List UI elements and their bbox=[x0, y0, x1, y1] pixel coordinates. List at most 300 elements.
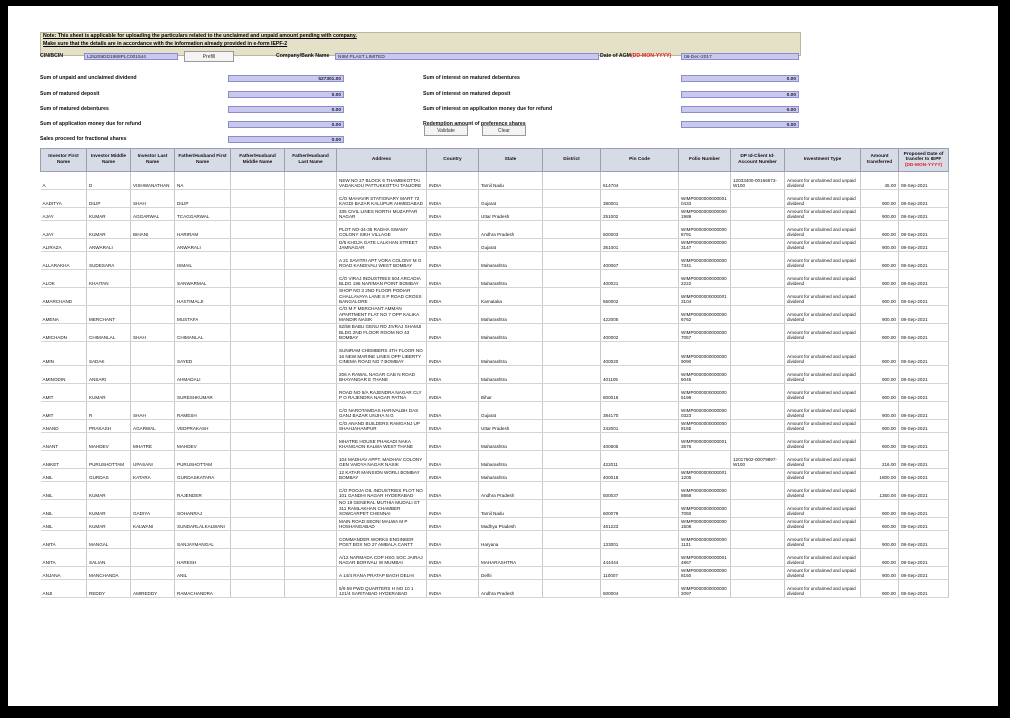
cell-date[interactable]: 08-Sep-2021 bbox=[899, 239, 949, 252]
cell-flast[interactable] bbox=[285, 288, 337, 306]
cell-type[interactable]: Amount for unclaimed and unpaid dividend bbox=[785, 239, 861, 252]
cell-country[interactable]: INDIA bbox=[427, 531, 479, 549]
cell-ffirst[interactable]: SUNDARLALKALWANI bbox=[175, 518, 231, 531]
cell-folio[interactable]: WIMP0000000000000 8150 bbox=[679, 567, 731, 580]
cell-last[interactable] bbox=[131, 531, 175, 549]
cell-flast[interactable] bbox=[285, 451, 337, 469]
cell-amount[interactable]: 900.00 bbox=[861, 306, 899, 324]
cell-ffirst[interactable]: RAMESH bbox=[175, 402, 231, 420]
cell-first[interactable]: A bbox=[41, 172, 87, 190]
cell-pin[interactable]: 600079 bbox=[601, 500, 679, 518]
cell-district[interactable] bbox=[543, 500, 601, 518]
cell-middle[interactable]: MERCHANT bbox=[87, 306, 131, 324]
cell-middle[interactable]: KUMAR bbox=[87, 384, 131, 402]
cell-dp[interactable] bbox=[731, 580, 785, 598]
cell-last[interactable]: SHAH bbox=[131, 324, 175, 342]
cell-middle[interactable]: KUMAR bbox=[87, 221, 131, 239]
cell-middle[interactable]: MAHDEV bbox=[87, 433, 131, 451]
cell-last[interactable]: VISHWANATHAN bbox=[131, 172, 175, 190]
cell-address[interactable]: D/5 KHOJA GATE LALKHAN STREET JAMNAGAR bbox=[337, 239, 427, 252]
cell-amount[interactable]: 900.00 bbox=[861, 270, 899, 288]
cell-flast[interactable] bbox=[285, 567, 337, 580]
cell-type[interactable]: Amount for unclaimed and unpaid dividend bbox=[785, 451, 861, 469]
cell-dp[interactable] bbox=[731, 221, 785, 239]
cell-fmiddle[interactable] bbox=[231, 208, 285, 221]
cell-flast[interactable] bbox=[285, 402, 337, 420]
cell-type[interactable]: Amount for unclaimed and unpaid dividend bbox=[785, 270, 861, 288]
cell-flast[interactable] bbox=[285, 342, 337, 366]
cell-country[interactable]: INDIA bbox=[427, 402, 479, 420]
cell-type[interactable]: Amount for unclaimed and unpaid dividend bbox=[785, 366, 861, 384]
cell-pin[interactable]: 444444 bbox=[601, 549, 679, 567]
cell-state[interactable]: Andhra Pradesh bbox=[479, 482, 543, 500]
cell-amount[interactable]: 900.00 bbox=[861, 239, 899, 252]
cell-fmiddle[interactable] bbox=[231, 270, 285, 288]
cell-middle[interactable]: R bbox=[87, 402, 131, 420]
cell-state[interactable]: Madhya Pradesh bbox=[479, 518, 543, 531]
cell-middle[interactable]: PURUSHOTTAM bbox=[87, 451, 131, 469]
cell-state[interactable]: Gujarat bbox=[479, 239, 543, 252]
cell-folio[interactable]: WIMP0000000000000 6045 bbox=[679, 366, 731, 384]
cell-country[interactable]: INDIA bbox=[427, 342, 479, 366]
summary-left-value[interactable]: 0.00 bbox=[228, 136, 344, 143]
cell-amount[interactable]: 900.00 bbox=[861, 288, 899, 306]
cell-type[interactable]: Amount for unclaimed and unpaid dividend bbox=[785, 221, 861, 239]
cell-district[interactable] bbox=[543, 342, 601, 366]
cell-middle[interactable]: KUMAR bbox=[87, 208, 131, 221]
cell-type[interactable]: Amount for unclaimed and unpaid dividend bbox=[785, 531, 861, 549]
cell-ffirst[interactable]: SANWARMAL bbox=[175, 270, 231, 288]
cell-fmiddle[interactable] bbox=[231, 433, 285, 451]
cell-dp[interactable] bbox=[731, 567, 785, 580]
cell-ffirst[interactable]: MUSTAFA bbox=[175, 306, 231, 324]
cell-type[interactable]: Amount for unclaimed and unpaid dividend bbox=[785, 324, 861, 342]
cell-middle[interactable]: KUMAR bbox=[87, 518, 131, 531]
cell-type[interactable]: Amount for unclaimed and unpaid dividend bbox=[785, 208, 861, 221]
cell-pin[interactable]: 500004 bbox=[601, 580, 679, 598]
cell-country[interactable]: INDIA bbox=[427, 384, 479, 402]
cell-flast[interactable] bbox=[285, 270, 337, 288]
cell-first[interactable]: AJAY bbox=[41, 221, 87, 239]
cell-first[interactable]: ANJANA bbox=[41, 567, 87, 580]
cell-middle[interactable]: SUDESARA bbox=[87, 252, 131, 270]
cell-address[interactable]: 206 A RAWAL NAGAR CAB N ROAD BHAYANDAR E THANE bbox=[337, 366, 427, 384]
cell-pin[interactable]: 500003 bbox=[601, 221, 679, 239]
cell-fmiddle[interactable] bbox=[231, 567, 285, 580]
cell-district[interactable] bbox=[543, 451, 601, 469]
cell-last[interactable]: KATARA bbox=[131, 469, 175, 482]
cell-middle[interactable]: KUMAR bbox=[87, 500, 131, 518]
cell-country[interactable]: INDIA bbox=[427, 324, 479, 342]
cell-district[interactable] bbox=[543, 469, 601, 482]
cell-last[interactable] bbox=[131, 306, 175, 324]
summary-left-value[interactable]: 0.00 bbox=[228, 91, 344, 98]
cell-state[interactable]: Delhi bbox=[479, 567, 543, 580]
cell-folio[interactable]: WIMP0000000000000 2222 bbox=[679, 270, 731, 288]
cell-district[interactable] bbox=[543, 208, 601, 221]
cell-pin[interactable]: 560002 bbox=[601, 288, 679, 306]
cell-dp[interactable] bbox=[731, 324, 785, 342]
cell-amount[interactable]: 900.00 bbox=[861, 518, 899, 531]
cell-dp[interactable] bbox=[731, 482, 785, 500]
cell-date[interactable]: 08-Sep-2021 bbox=[899, 190, 949, 208]
cell-amount[interactable]: 1800.00 bbox=[861, 469, 899, 482]
cell-dp[interactable]: 12017502-00079897-W100 bbox=[731, 451, 785, 469]
cell-first[interactable]: ANIL bbox=[41, 482, 87, 500]
cell-last[interactable] bbox=[131, 366, 175, 384]
cell-date[interactable]: 08-Sep-2021 bbox=[899, 402, 949, 420]
cell-first[interactable]: AMINODIN bbox=[41, 366, 87, 384]
cell-ffirst[interactable]: HASTIMALJI bbox=[175, 288, 231, 306]
cell-date[interactable]: 08-Sep-2021 bbox=[899, 567, 949, 580]
summary-left-value[interactable]: 527301.00 bbox=[228, 75, 344, 82]
cell-last[interactable]: BIHANI bbox=[131, 221, 175, 239]
cell-date[interactable]: 08-Sep-2021 bbox=[899, 366, 949, 384]
cell-country[interactable]: INDIA bbox=[427, 221, 479, 239]
cell-district[interactable] bbox=[543, 567, 601, 580]
cell-last[interactable] bbox=[131, 239, 175, 252]
cell-date[interactable]: 08-Sep-2021 bbox=[899, 531, 949, 549]
cell-district[interactable] bbox=[543, 531, 601, 549]
cell-dp[interactable] bbox=[731, 531, 785, 549]
cell-flast[interactable] bbox=[285, 433, 337, 451]
cell-state[interactable]: Uttar Pradesh bbox=[479, 420, 543, 433]
cell-pin[interactable]: 400018 bbox=[601, 469, 679, 482]
cell-ffirst[interactable]: NA bbox=[175, 172, 231, 190]
cell-middle[interactable]: SALIAN bbox=[87, 549, 131, 567]
cell-dp[interactable] bbox=[731, 518, 785, 531]
cell-pin[interactable]: 133001 bbox=[601, 531, 679, 549]
cell-dp[interactable] bbox=[731, 190, 785, 208]
cell-ffirst[interactable]: HARIRAM bbox=[175, 221, 231, 239]
cell-district[interactable] bbox=[543, 221, 601, 239]
cell-dp[interactable] bbox=[731, 469, 785, 482]
cell-fmiddle[interactable] bbox=[231, 402, 285, 420]
cell-date[interactable]: 08-Sep-2021 bbox=[899, 288, 949, 306]
cell-amount[interactable]: 900.00 bbox=[861, 342, 899, 366]
cell-date[interactable]: 08-Sep-2021 bbox=[899, 580, 949, 598]
cell-type[interactable]: Amount for unclaimed and unpaid dividend bbox=[785, 190, 861, 208]
cell-address[interactable]: MHATRE HOUSE PHAKADI NAKA KHANGAON KALWA WEST THANE bbox=[337, 433, 427, 451]
cell-flast[interactable] bbox=[285, 252, 337, 270]
cell-middle[interactable]: REDDY bbox=[87, 580, 131, 598]
cell-folio[interactable]: WIMP0000000000000 1508 bbox=[679, 518, 731, 531]
clear-button[interactable]: Clear bbox=[482, 125, 526, 136]
cell-flast[interactable] bbox=[285, 482, 337, 500]
cell-district[interactable] bbox=[543, 252, 601, 270]
cell-first[interactable]: ANIKET bbox=[41, 451, 87, 469]
cell-ffirst[interactable]: ANWARALI bbox=[175, 239, 231, 252]
cell-last[interactable] bbox=[131, 270, 175, 288]
cell-dp[interactable] bbox=[731, 549, 785, 567]
cell-folio[interactable] bbox=[679, 451, 731, 469]
cell-last[interactable] bbox=[131, 482, 175, 500]
cell-address[interactable]: MAIN ROAD SEONI MALWA M P HOSHANGABAD bbox=[337, 518, 427, 531]
cell-type[interactable]: Amount for unclaimed and unpaid dividend bbox=[785, 306, 861, 324]
cell-country[interactable]: INDIA bbox=[427, 518, 479, 531]
cell-ffirst[interactable]: AHMADALI bbox=[175, 366, 231, 384]
cell-dp[interactable] bbox=[731, 252, 785, 270]
summary-right-value[interactable]: 0.00 bbox=[681, 106, 799, 113]
cell-country[interactable]: INDIA bbox=[427, 190, 479, 208]
cell-ffirst[interactable]: TCAGGARWAL bbox=[175, 208, 231, 221]
cell-first[interactable]: AMIT bbox=[41, 384, 87, 402]
cell-flast[interactable] bbox=[285, 384, 337, 402]
cell-address[interactable]: NEW NO 27 BLOCK 6 THAMBIKOTTAI VADAKADU PATTUKKOTTAI TANJORE bbox=[337, 172, 427, 190]
cell-country[interactable]: INDIA bbox=[427, 366, 479, 384]
cell-dp[interactable] bbox=[731, 500, 785, 518]
cell-district[interactable] bbox=[543, 306, 601, 324]
cell-country[interactable]: INDIA bbox=[427, 288, 479, 306]
cell-middle[interactable]: KHAITAN bbox=[87, 270, 131, 288]
cell-ffirst[interactable]: RAJENDER bbox=[175, 482, 231, 500]
cell-district[interactable] bbox=[543, 580, 601, 598]
cell-folio[interactable]: WIMP0000000000000 7057 bbox=[679, 324, 731, 342]
cell-state[interactable]: Uttar Pradesh bbox=[479, 208, 543, 221]
cell-address[interactable]: 52/58 BABU GENU RD JIVRAJ SHAMJI BLDG 2ND FLOOR ROOM NO 43 BOMBAY bbox=[337, 324, 427, 342]
cell-amount[interactable]: 45.00 bbox=[861, 172, 899, 190]
cell-last[interactable]: KALWANI bbox=[131, 518, 175, 531]
cell-folio[interactable]: WIMP0000000000000 8868 bbox=[679, 482, 731, 500]
cell-middle[interactable]: D bbox=[87, 172, 131, 190]
cell-dp[interactable] bbox=[731, 420, 785, 433]
cell-pin[interactable]: 400021 bbox=[601, 270, 679, 288]
cell-fmiddle[interactable] bbox=[231, 384, 285, 402]
cell-first[interactable]: ALIRAZA bbox=[41, 239, 87, 252]
prefill-button[interactable]: Prefill bbox=[184, 51, 234, 62]
cell-middle[interactable]: KUMAR bbox=[87, 482, 131, 500]
validate-button[interactable]: Validate bbox=[424, 125, 468, 136]
cell-country[interactable]: INDIA bbox=[427, 420, 479, 433]
cell-address[interactable]: SHOP NO 3 2ND FLOOR PODIAR CHALLAVAYA LANE S P ROAD CROSS BANGALORE bbox=[337, 288, 427, 306]
cell-folio[interactable]: WIMP0000000000000 0323 bbox=[679, 402, 731, 420]
cell-address[interactable]: C/O VIRAJ INDUSTRIES 504 ARCADIA BLDG 195 NARIMAN POINT BOMBAY bbox=[337, 270, 427, 288]
cell-pin[interactable]: 242001 bbox=[601, 420, 679, 433]
cell-district[interactable] bbox=[543, 324, 601, 342]
cell-country[interactable]: INDIA bbox=[427, 433, 479, 451]
cell-address[interactable]: 104 MADHAV APPT. MADHAV COLONY GEN VAIDYA NAGAR NASIK bbox=[337, 451, 427, 469]
cell-dp[interactable] bbox=[731, 433, 785, 451]
cell-dp[interactable] bbox=[731, 402, 785, 420]
cell-dp[interactable] bbox=[731, 208, 785, 221]
cell-country[interactable]: INDIA bbox=[427, 451, 479, 469]
cell-dp[interactable] bbox=[731, 366, 785, 384]
cell-middle[interactable]: PRAKASH bbox=[87, 420, 131, 433]
cell-flast[interactable] bbox=[285, 580, 337, 598]
cell-flast[interactable] bbox=[285, 324, 337, 342]
cell-last[interactable] bbox=[131, 252, 175, 270]
cell-flast[interactable] bbox=[285, 172, 337, 190]
cell-middle[interactable]: ANWARALI bbox=[87, 239, 131, 252]
cell-fmiddle[interactable] bbox=[231, 366, 285, 384]
cell-first[interactable]: ANIL bbox=[41, 518, 87, 531]
cell-district[interactable] bbox=[543, 433, 601, 451]
cell-flast[interactable] bbox=[285, 306, 337, 324]
cell-fmiddle[interactable] bbox=[231, 239, 285, 252]
summary-right-value[interactable]: 0.00 bbox=[681, 75, 799, 82]
cell-type[interactable]: Amount for unclaimed and unpaid dividend bbox=[785, 342, 861, 366]
cell-district[interactable] bbox=[543, 172, 601, 190]
cell-type[interactable]: Amount for unclaimed and unpaid dividend bbox=[785, 469, 861, 482]
cell-amount[interactable]: 900.00 bbox=[861, 208, 899, 221]
summary-right-value[interactable]: 0.00 bbox=[681, 121, 799, 128]
cell-fmiddle[interactable] bbox=[231, 288, 285, 306]
cell-pin[interactable]: 361001 bbox=[601, 239, 679, 252]
cell-flast[interactable] bbox=[285, 366, 337, 384]
cell-last[interactable] bbox=[131, 288, 175, 306]
cell-last[interactable] bbox=[131, 342, 175, 366]
cell-district[interactable] bbox=[543, 366, 601, 384]
cell-district[interactable] bbox=[543, 288, 601, 306]
cell-state[interactable]: MAHARASHTRA bbox=[479, 549, 543, 567]
cell-fmiddle[interactable] bbox=[231, 518, 285, 531]
cell-first[interactable]: ANITA bbox=[41, 549, 87, 567]
cell-folio[interactable]: WIMP0000000000001 4867 bbox=[679, 549, 731, 567]
cell-type[interactable]: Amount for unclaimed and unpaid dividend bbox=[785, 252, 861, 270]
cell-last[interactable]: AGGARWAL bbox=[131, 208, 175, 221]
cell-district[interactable] bbox=[543, 384, 601, 402]
cell-type[interactable]: Amount for unclaimed and unpaid dividend bbox=[785, 172, 861, 190]
cell-ffirst[interactable]: DILIP bbox=[175, 190, 231, 208]
cell-fmiddle[interactable] bbox=[231, 252, 285, 270]
cell-fmiddle[interactable] bbox=[231, 580, 285, 598]
cell-amount[interactable]: 900.00 bbox=[861, 366, 899, 384]
cell-type[interactable]: Amount for unclaimed and unpaid dividend bbox=[785, 518, 861, 531]
cell-folio[interactable]: WIMP0000000000000 5198 bbox=[679, 384, 731, 402]
cell-middle[interactable] bbox=[87, 288, 131, 306]
cell-folio[interactable]: WIMP0000000000001 0433 bbox=[679, 190, 731, 208]
cell-country[interactable]: INDIA bbox=[427, 549, 479, 567]
cell-address[interactable]: A/12 NARMADA COP HSG SOC JAIRAJ NAGAR BORIVALI W MUMBAI bbox=[337, 549, 427, 567]
cell-flast[interactable] bbox=[285, 549, 337, 567]
cell-pin[interactable]: 401105 bbox=[601, 366, 679, 384]
cell-amount[interactable]: 1350.00 bbox=[861, 482, 899, 500]
cell-flast[interactable] bbox=[285, 208, 337, 221]
cell-first[interactable]: ANIL bbox=[41, 500, 87, 518]
cell-date[interactable]: 08-Sep-2021 bbox=[899, 420, 949, 433]
cell-state[interactable]: Maharashtra bbox=[479, 433, 543, 451]
cell-first[interactable]: AMENA bbox=[41, 306, 87, 324]
cell-flast[interactable] bbox=[285, 420, 337, 433]
cell-first[interactable]: AJAY bbox=[41, 208, 87, 221]
cell-ffirst[interactable]: HARESH bbox=[175, 549, 231, 567]
cell-date[interactable]: 08-Sep-2021 bbox=[899, 324, 949, 342]
cell-first[interactable]: AADITYA bbox=[41, 190, 87, 208]
cell-middle[interactable]: MANGAL bbox=[87, 531, 131, 549]
cell-fmiddle[interactable] bbox=[231, 549, 285, 567]
cell-state[interactable]: Maharashtra bbox=[479, 270, 543, 288]
cell-pin[interactable]: 110007 bbox=[601, 567, 679, 580]
cell-first[interactable]: ALOK bbox=[41, 270, 87, 288]
cell-address[interactable]: NO 19 GENERAL MUTHIA MUDALI ST 311 RAMLAKHAN CHAMBER SOWCARPET CHENNAI bbox=[337, 500, 427, 518]
cell-fmiddle[interactable] bbox=[231, 172, 285, 190]
cell-amount[interactable]: 900.00 bbox=[861, 190, 899, 208]
cell-date[interactable]: 08-Sep-2021 bbox=[899, 433, 949, 451]
cell-ffirst[interactable]: ANIL bbox=[175, 567, 231, 580]
cell-country[interactable]: INDIA bbox=[427, 239, 479, 252]
cell-first[interactable]: ALLARAKHA bbox=[41, 252, 87, 270]
cell-state[interactable]: Maharashtra bbox=[479, 469, 543, 482]
cell-country[interactable]: INDIA bbox=[427, 208, 479, 221]
cell-last[interactable] bbox=[131, 549, 175, 567]
cell-state[interactable]: Andhra Pradesh bbox=[479, 580, 543, 598]
cell-type[interactable]: Amount for unclaimed and unpaid dividend bbox=[785, 567, 861, 580]
cell-last[interactable]: UPASANI bbox=[131, 451, 175, 469]
cell-flast[interactable] bbox=[285, 518, 337, 531]
cell-dp[interactable] bbox=[731, 270, 785, 288]
cell-middle[interactable]: SADAK bbox=[87, 342, 131, 366]
cell-fmiddle[interactable] bbox=[231, 482, 285, 500]
cell-flast[interactable] bbox=[285, 221, 337, 239]
cell-pin[interactable]: 400067 bbox=[601, 252, 679, 270]
cell-type[interactable]: Amount for unclaimed and unpaid dividend bbox=[785, 420, 861, 433]
cell-country[interactable]: INDIA bbox=[427, 469, 479, 482]
cell-amount[interactable]: 900.00 bbox=[861, 549, 899, 567]
cell-folio[interactable]: WIMP0000000000000 8791 bbox=[679, 221, 731, 239]
cell-pin[interactable]: 384170 bbox=[601, 402, 679, 420]
cell-folio[interactable]: WIMP0000000000000 1989 bbox=[679, 208, 731, 221]
cell-type[interactable]: Amount for unclaimed and unpaid dividend bbox=[785, 482, 861, 500]
cell-address[interactable]: C/O ANAND BUILDERS RAMGANJ UP SHAHJAHANPUR bbox=[337, 420, 427, 433]
cell-ffirst[interactable]: GURDASKATARA bbox=[175, 469, 231, 482]
cell-fmiddle[interactable] bbox=[231, 306, 285, 324]
cell-last[interactable] bbox=[131, 384, 175, 402]
cell-middle[interactable]: GURDAS bbox=[87, 469, 131, 482]
cell-folio[interactable]: WIMP0000000000000 7050 bbox=[679, 500, 731, 518]
cell-folio[interactable]: WIMP0000000000001 1205 bbox=[679, 469, 731, 482]
cell-dp[interactable] bbox=[731, 342, 785, 366]
cell-state[interactable]: Maharashtra bbox=[479, 342, 543, 366]
cell-pin[interactable]: 800016 bbox=[601, 384, 679, 402]
cell-amount[interactable]: 900.00 bbox=[861, 420, 899, 433]
cell-pin[interactable]: 380001 bbox=[601, 190, 679, 208]
summary-left-value[interactable]: 0.00 bbox=[228, 106, 344, 113]
cell-type[interactable]: Amount for unclaimed and unpaid dividend bbox=[785, 580, 861, 598]
cell-ffirst[interactable]: ISMAIL bbox=[175, 252, 231, 270]
cell-country[interactable]: INDIA bbox=[427, 252, 479, 270]
summary-right-value[interactable]: 0.00 bbox=[681, 91, 799, 98]
cell-state[interactable]: Maharashtra bbox=[479, 252, 543, 270]
cell-ffirst[interactable]: SANJAYMANGAL bbox=[175, 531, 231, 549]
cell-amount[interactable]: 900.00 bbox=[861, 324, 899, 342]
cell-type[interactable]: Amount for unclaimed and unpaid dividend bbox=[785, 384, 861, 402]
cell-district[interactable] bbox=[543, 549, 601, 567]
cell-flast[interactable] bbox=[285, 531, 337, 549]
cell-amount[interactable]: 900.00 bbox=[861, 221, 899, 239]
cell-date[interactable]: 08-Sep-2021 bbox=[899, 549, 949, 567]
cell-address[interactable]: A 14/4 RANA PRATAP BAGH DELHI bbox=[337, 567, 427, 580]
cell-country[interactable]: INDIA bbox=[427, 567, 479, 580]
cell-amount[interactable]: 900.00 bbox=[861, 433, 899, 451]
cell-amount[interactable]: 900.00 bbox=[861, 531, 899, 549]
cell-ffirst[interactable]: RAMACHANDRA bbox=[175, 580, 231, 598]
cell-folio[interactable]: WIMP0000000000000 2097 bbox=[679, 580, 731, 598]
cell-state[interactable]: Karnataka bbox=[479, 288, 543, 306]
cell-address[interactable]: 12 KATAR MANSION WORLI BOMBAY BOMBAY bbox=[337, 469, 427, 482]
cell-state[interactable]: Maharashtra bbox=[479, 306, 543, 324]
cell-dp[interactable] bbox=[731, 306, 785, 324]
cell-dp[interactable] bbox=[731, 384, 785, 402]
cell-fmiddle[interactable] bbox=[231, 500, 285, 518]
cell-state[interactable]: Bihar bbox=[479, 384, 543, 402]
cell-district[interactable] bbox=[543, 402, 601, 420]
cell-state[interactable]: Maharashtra bbox=[479, 451, 543, 469]
cell-address[interactable]: C/O MAHAVIR STATIONARY MART 72 KAGDI BAZAR KALUPUR AHMEDABAD bbox=[337, 190, 427, 208]
cell-first[interactable]: ANJI bbox=[41, 580, 87, 598]
cell-first[interactable]: ANAND bbox=[41, 420, 87, 433]
cell-fmiddle[interactable] bbox=[231, 451, 285, 469]
cell-folio[interactable]: WIMP0000000000000 6762 bbox=[679, 306, 731, 324]
